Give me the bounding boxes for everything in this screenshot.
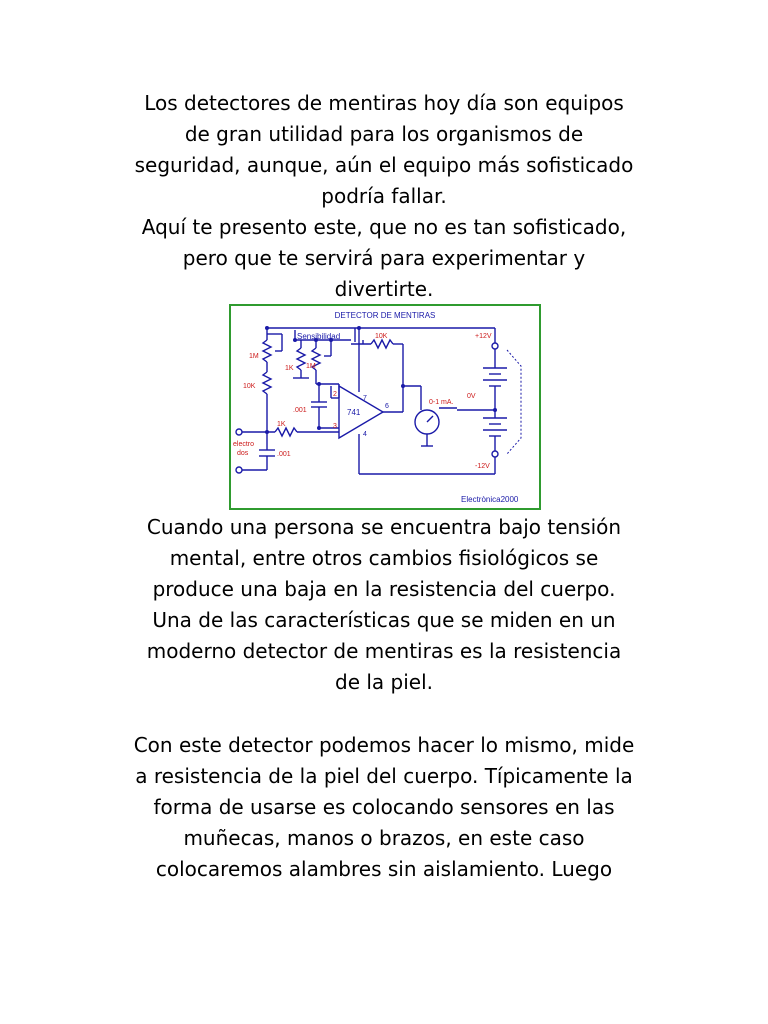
text-line: de gran utilidad para los organismos de [184, 122, 584, 146]
label-pin2: 2 [333, 391, 337, 398]
text-line: seguridad, aunque, aún el equipo más sofisticado [134, 153, 634, 177]
text-line: muñecas, manos o brazos, en este caso [183, 826, 585, 850]
text-line: Aquí te presento este, que no es tan sofisticado, [141, 215, 627, 239]
label-1m-top: 1M [249, 353, 259, 360]
label-10k-left: 10K [243, 383, 256, 390]
text-line: pero que te servirá para experimentar y [182, 246, 586, 270]
text-line: forma de usarse es colocando sensores en las [153, 795, 615, 819]
label-pin4: 4 [363, 431, 367, 438]
label-pin6: 6 [385, 403, 389, 410]
switch-dashed-line [507, 350, 521, 454]
label-pin3: 3 [333, 423, 337, 430]
body-paragraph-usage [84, 730, 684, 885]
text-line: colocaremos alambres sin aislamiento. Luego [155, 857, 613, 881]
label-plus-12v: +12V [475, 333, 492, 340]
text-line: Con este detector podemos hacer lo mismo, mide [133, 733, 635, 757]
circuit-schematic-figure [229, 304, 541, 510]
text-line: Los detectores de mentiras hoy día son equipos [144, 91, 624, 115]
label-meter: 0-1 mA. [429, 399, 454, 406]
body-paragraph-tension [84, 512, 684, 698]
label-electrodos-1: electro [233, 441, 255, 448]
text-line: Cuando una persona se encuentra bajo tensión [146, 515, 622, 539]
circuit-diagram [231, 306, 539, 508]
electrode-terminals [236, 343, 498, 473]
label-opamp: 741 [347, 408, 361, 417]
intro-paragraph [84, 88, 684, 305]
label-10k-feedback: 10K [375, 333, 388, 340]
text-line: produce una baja en la resistencia del cuerpo. [152, 577, 616, 601]
schematic-credit: Electrònica2000 [461, 495, 519, 504]
label-electrodos-2: dos [237, 450, 249, 457]
label-sensibilidad: Sensibilidad [297, 332, 341, 341]
label-pin7: 7 [363, 395, 367, 402]
text-line: podría fallar. [321, 184, 447, 208]
label-1m-mid: 1M [306, 363, 316, 370]
text-line: mental, entre otros cambios fisiológicos se [169, 546, 599, 570]
label-cap-001-mid: .001 [293, 407, 307, 414]
text-line: a resistencia de la piel del cuerpo. Típicamente la [135, 764, 633, 788]
label-minus-12v: -12V [475, 463, 490, 470]
label-1k-mid: 1K [285, 365, 294, 372]
text-line: Una de las características que se miden en un [152, 608, 616, 632]
label-0v: 0V [467, 393, 476, 400]
label-1k-input: 1K [277, 421, 286, 428]
text-line: de la piel. [335, 670, 433, 694]
text-line: moderno detector de mentiras es la resistencia [146, 639, 622, 663]
label-cap-001-low: .001 [277, 451, 291, 458]
text-line: divertirte. [334, 277, 434, 301]
schematic-title: DETECTOR DE MENTIRAS [334, 311, 436, 320]
